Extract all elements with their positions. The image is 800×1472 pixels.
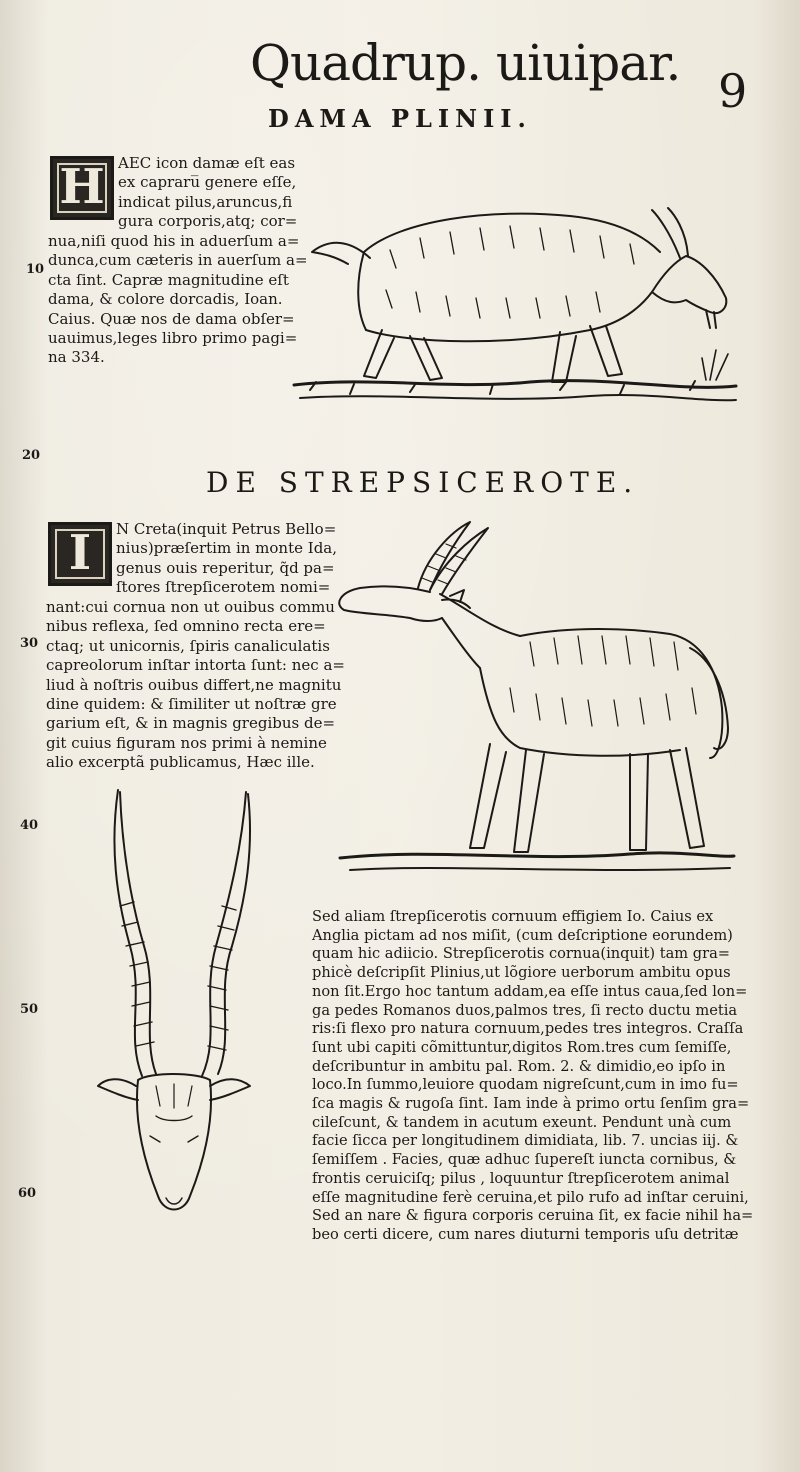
text-line: Anglia pictam ad nos miſit, (cum deſcriptione eorundem) [312,926,733,944]
text-line: liud à noſtris ouibus differt,ne magnitu [46,675,342,694]
text-line: Caius. Quæ nos de dama obſer= [48,309,295,328]
text-line: ſemiſſem . Facies, quæ adhuc ſupereſt iuncta cornibus, & [312,1151,737,1169]
text-line: ex capraru̅ genere eſſe, [118,173,297,192]
text-line: eſſe magnitudine ferè ceruina,et pilo rufo ad inſtar ceruini, [312,1188,749,1206]
text-line: loco.In ſummo,leuiore quodam nigreſcunt,cum in imo fu= [312,1076,739,1094]
text-line: beo certi dicere, cum nares diuturni temporis uſu detritæ [312,1225,739,1243]
text-line: Sed aliam ſtrepſicerotis cornuum effigiem Io. Caius ex [312,908,714,925]
margin-number-10: 10 [26,262,45,277]
margin-number-60: 60 [18,1186,37,1201]
text-line: ris:ſi flexo pro natura cornuum,pedes tres integros. Craſſa [312,1020,744,1038]
text-line: ga pedes Romanos duos,palmos tres, ſi recto ductu metia [312,1001,738,1019]
text-line: alio excerptã publicamus, Hæc ille. [46,753,315,772]
text-line: frontis ceruiciſq; pilus , loquuntur ſtrepſicerotem animal [312,1169,730,1187]
text-line: gura corporis,atq; cor= [118,212,298,231]
page-number: 9 [718,64,748,118]
text-line: AEC icon damæ eſt eas [118,154,296,172]
margin-number-20: 20 [22,448,41,463]
text-line: Sed an nare & figura corporis ceruina ſit, ex facie nihil ha= [312,1207,754,1225]
text-line: N Creta(inquit Petrus Bello= [116,520,337,538]
text-line: facie ſicca per longitudinem dimidiata, lib. 7. uncias iij. & [312,1132,739,1150]
strepsiceros-paragraph-head [116,520,337,598]
strepsiceros-woodcut [330,518,740,890]
text-line: ſca magis & rugoſa ſint. Iam inde à primo ortu ſenſim gra= [312,1095,750,1113]
text-line: ſunt ubi capiti cõmittuntur,digitos Rom.tres cum ſemiſſe, [312,1038,732,1056]
text-line: nant:cui cornua non ut ouibus commu [46,598,335,616]
text-line: capreolorum inſtar intorta ſunt: nec a= [46,656,345,675]
text-line: genus ouis reperitur, q̃d pa= [116,558,335,577]
text-line: uauimus,leges libro primo pagi= [48,329,298,348]
text-line: ctaq; ut unicornis, ſpiris canaliculatis [46,636,330,655]
text-line: non ſit.Ergo hoc tantum addam,ea eſſe intus caua,ſed lon= [312,982,748,1000]
strepsiceros-heading: DE STREPSICEROTE. [206,466,640,499]
running-head: Quadrup. uiuipar. [250,34,681,92]
text-line: dine quidem: & ſimiliter ut noſtræ gre [46,695,337,714]
text-line: indicat pilus,aruncus,fi [118,192,293,211]
text-line: phicè deſcripſit Plinius,ut lõgiore uerborum ambitu opus [312,964,731,982]
margin-number-30: 30 [20,636,39,651]
dama-paragraph-head [118,154,297,232]
text-line: dama, & colore dorcadis, Ioan. [48,290,283,309]
strepsiceros-horns-skull-woodcut [90,786,260,1226]
dama-goat-woodcut [290,180,740,420]
caius-paragraph [312,908,753,1245]
dama-heading: DAMA PLINII. [268,104,532,133]
text-line: git cuius figuram nos primi à nemine [46,733,327,752]
text-line: nius)præſertim in monte Ida, [116,539,338,558]
text-line: deſcribuntur in ambitu pal. Rom. 2. & dimidio,eo ipſo in [312,1057,726,1075]
text-line: nua,niſi quod his in aduerſum a= [48,232,300,250]
dama-paragraph-body [48,232,308,368]
text-line: garium eſt, & in magnis gregibus de= [46,714,336,733]
text-line: dunca,cum cæteris in auerſum a= [48,251,308,270]
strepsiceros-paragraph-body [46,598,345,773]
text-line: cta ſint. Capræ magnitudine eſt [48,270,289,289]
text-line: na 334. [48,348,105,367]
text-line: quam hic adiicio. Strepſicerotis cornua(inquit) tam gra= [312,945,731,963]
decorated-initial-i: I [48,522,112,586]
margin-number-50: 50 [20,1002,39,1017]
text-line: nibus reflexa, ſed omnino recta ere= [46,617,326,636]
text-line: ſtores ſtrepſicerotem nomi= [116,578,331,597]
margin-number-40: 40 [20,818,39,833]
text-line: cileſcunt, & tandem in acutum exeunt. Pendunt unà cum [312,1113,732,1131]
decorated-initial-h: H [50,156,114,220]
